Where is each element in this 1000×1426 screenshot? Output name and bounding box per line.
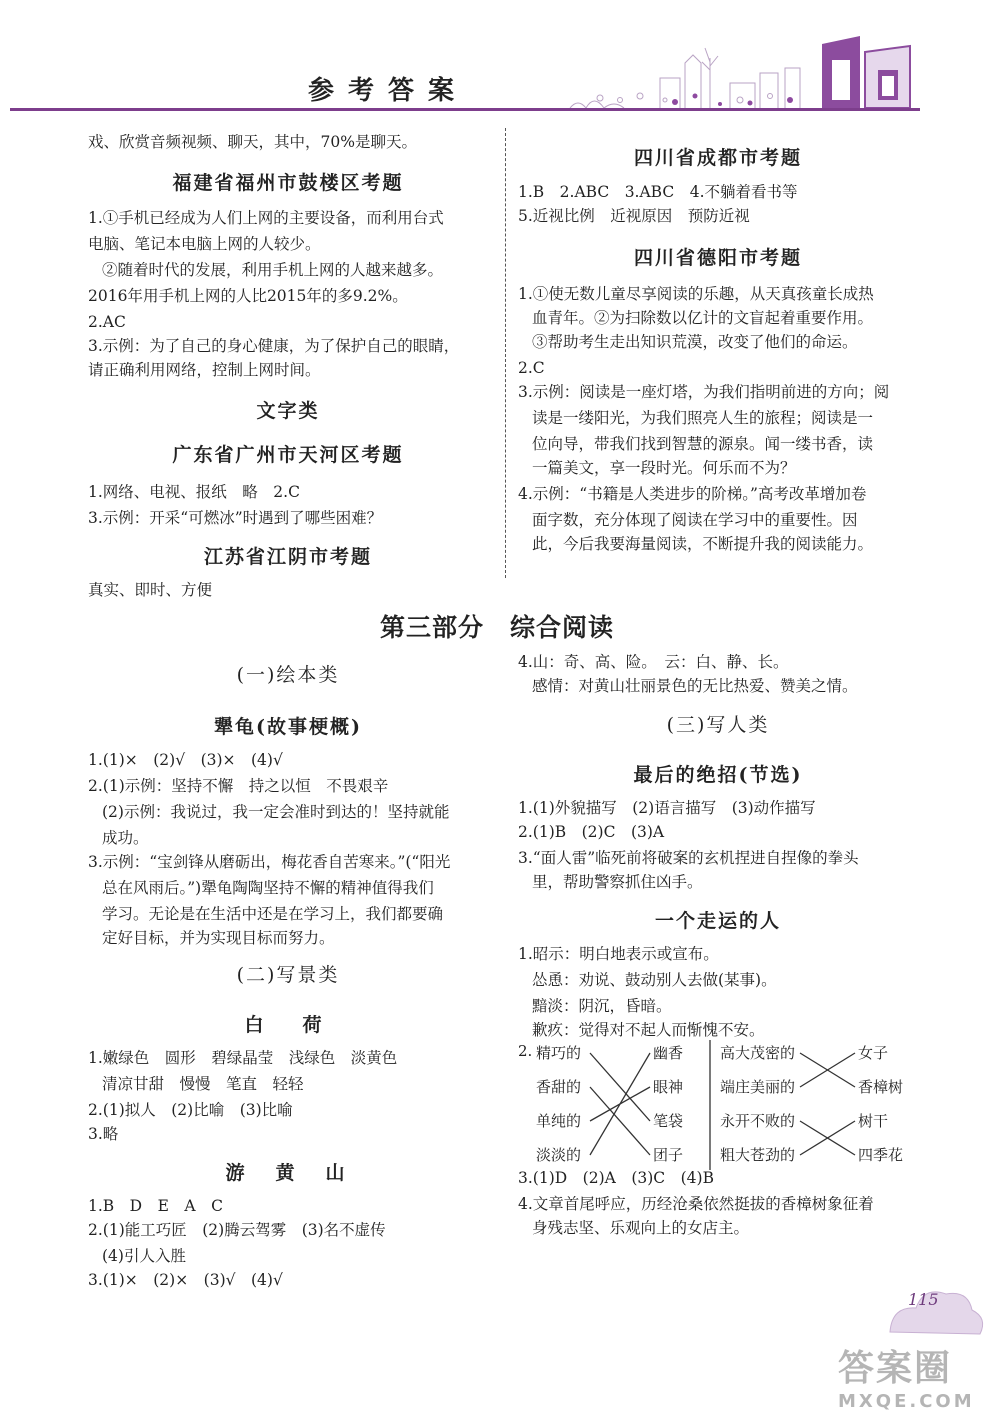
text-line: 血青年。②为扫除数以亿计的文盲起着重要作用。 [532,309,874,327]
text-line: (4)引人入胜 [102,1247,186,1265]
text-line: 面字数，充分体现了阅读在学习中的重要性。因 [532,511,858,529]
text-line: 3.示例：开采“可燃冰”时遇到了哪些困难？ [88,509,383,527]
text-line: 成功。 [102,829,149,847]
match-line [590,1087,650,1155]
watermark [838,1340,998,1420]
match1-left-item: 淡淡的 [536,1146,582,1164]
text-line: 感情：对黄山壮丽景色的无比热爱、赞美之情。 [532,677,858,695]
text-line: 2.(1)示例：坚持不懈 持之以恒 不畏艰辛 [88,777,389,795]
text-line: 4.山：奇、高、险。 云：白、静、长。 [518,653,789,671]
section-heading-baihe: 白 荷 [244,1014,332,1036]
text-line: ③帮助考生走出知识荒漠，改变了他们的命运。 [532,333,858,351]
text-line: 3.(1)D (2)A (3)C (4)B [518,1169,714,1187]
text-line: 1.(1)外貌描写 (2)语言描写 (3)动作描写 [518,799,816,817]
text-line: 里，帮助警察抓住凶手。 [532,873,703,891]
match1-left-item: 香甜的 [536,1078,582,1096]
section-heading-deyang: 四川省德阳市考题 [633,247,802,269]
match1-left-item: 单纯的 [536,1112,582,1130]
text-line: 1.(1)× (2)√ (3)× (4)√ [88,751,283,769]
text-line: 歉疚：觉得对不起人而惭愧不安。 [532,1021,765,1039]
text-line: 学习。无论是在生活中还是在学习上，我们都要确 [102,905,444,923]
match1-right-item: 幽香 [653,1044,684,1062]
text-line: 真实、即时、方便 [88,581,213,599]
text-line: 一篇美文，享一段时光。何乐而不为？ [532,459,796,477]
text-line: 电脑、笔记本电脑上网的人较少。 [88,235,321,253]
section-heading-fuzhou: 福建省福州市鼓楼区考题 [172,172,404,194]
section-heading-jiangyin: 江苏省江阴市考题 [203,546,372,568]
text-line: 位向导，带我们找到智慧的源泉。闻一缕书香，读 [532,435,874,453]
section-heading-xieren: (三)写人类 [666,714,770,736]
section-heading-xigui: 犟龟(故事梗概) [214,716,362,738]
text-line: 戏、欣赏音频视频、聊天，其中，70%是聊天。 [88,133,417,151]
page-title: 参考答案 [308,76,469,106]
text-line: 2.(1)B (2)C (3)A [518,823,665,841]
text-line: 1.B 2.ABC 3.ABC 4.不躺着看书等 [518,183,798,201]
text-line: 1.嫩绿色 圆形 碧绿晶莹 浅绿色 淡黄色 [88,1049,398,1067]
match2-left-item: 端庄美丽的 [720,1078,796,1096]
section-heading-huiben: (一)绘本类 [236,664,340,686]
text-line: 2.(1)能工巧匠 (2)腾云驾雾 (3)名不虚传 [88,1221,386,1239]
text-line: 1.网络、电视、报纸 略 2.C [88,483,300,501]
match-line [590,1053,650,1121]
text-line: 2016年用手机上网的人比2015年的多9.2%。 [88,287,408,305]
match-prefix: 2. [518,1042,533,1060]
text-line: 4.文章首尾呼应，历经沧桑依然挺拔的香樟树象征着 [518,1195,874,1213]
match1-right-item: 笔袋 [653,1112,684,1130]
match1-left-item: 精巧的 [536,1044,582,1062]
section-heading-huangshan: 游 黄 山 [225,1162,351,1184]
match2-right-item: 四季花 [858,1146,904,1164]
text-line: 身残志坚、乐观向上的女店主。 [532,1219,750,1237]
match2-left-item: 永开不败的 [720,1112,796,1130]
text-line: 1.①手机已经成为人们上网的主要设备，而利用台式 [88,209,444,227]
section-heading-wenzi: 文字类 [256,400,320,422]
text-line: 3.(1)× (2)× (3)√ (4)√ [88,1271,283,1289]
part-title: 第三部分 综合阅读 [380,613,615,642]
text-line: 5.近视比例 近视原因 预防近视 [518,207,750,225]
text-line: 3.“面人雷”临死前将破案的玄机捏进自捏像的拳头 [518,849,859,867]
section-heading-xiejing: (二)写景类 [236,964,340,986]
match-line [590,1053,650,1155]
match1-right-item: 眼神 [653,1078,684,1096]
watermark-text: 答案圈 [838,1348,953,1389]
text-line: ②随着时代的发展，利用手机上网的人越来越多。 [102,261,444,279]
text-line: 2.(1)拟人 (2)比喻 (3)比喻 [88,1101,293,1119]
section-heading-chengdu: 四川省成都市考题 [633,147,802,169]
text-line: 怂恿：劝说、鼓动别人去做(某事)。 [532,971,777,989]
text-line: 4.示例：“书籍是人类进步的阶梯。”高考改革增加卷 [518,485,867,503]
text-line: 3.示例：“宝剑锋从磨砺出，梅花香自苦寒来。”(“阳光 [88,853,451,871]
match2-left-item: 高大茂密的 [720,1044,796,1062]
section-heading-juezhao: 最后的绝招(节选) [633,764,803,786]
text-line: 请正确利用网络，控制上网时间。 [88,361,321,379]
match1-right-item: 团子 [653,1146,684,1164]
text-line: 2.C [518,359,545,377]
text-line: 定好目标，并为实现目标而努力。 [102,929,335,947]
match2-right-item: 女子 [858,1044,889,1062]
text-line: 1.①使无数儿童尽享阅读的乐趣，从天真孩童长成热 [518,285,874,303]
text-line: 此，今后我要海量阅读，不断提升我的阅读能力。 [532,535,874,553]
section-heading-guangzhou: 广东省广州市天河区考题 [172,444,404,466]
section-heading-zouyun: 一个走运的人 [654,910,781,932]
text-line: 3.示例：为了自己的身心健康，为了保护自己的眼睛， [88,337,460,355]
text-line: 清凉甘甜 慢慢 笔直 轻轻 [102,1075,304,1093]
text-line: (2)示例：我说过，我一定会准时到达的！坚持就能 [102,803,450,821]
watermark-subtext: MXQE.COM [838,1391,975,1412]
text-line: 读是一缕阳光，为我们照亮人生的旅程；阅读是一 [532,409,874,427]
page-number: 115 [908,1290,939,1309]
match2-right-item: 树干 [858,1112,889,1130]
text-line: 1.B D E A C [88,1197,223,1215]
text-line: 3.略 [88,1125,119,1143]
text-line: 3.示例：阅读是一座灯塔，为我们指明前进的方向；阅 [518,383,890,401]
text-line: 1.昭示：明白地表示或宣布。 [518,945,719,963]
text-line: 2.AC [88,313,126,331]
text-line: 黯淡：阴沉，昏暗。 [532,997,672,1015]
match2-left-item: 粗大苍劲的 [720,1146,796,1164]
text-line: 总在风雨后。”)犟龟陶陶坚持不懈的精神值得我们 [102,879,434,897]
match2-right-item: 香樟树 [858,1078,904,1096]
